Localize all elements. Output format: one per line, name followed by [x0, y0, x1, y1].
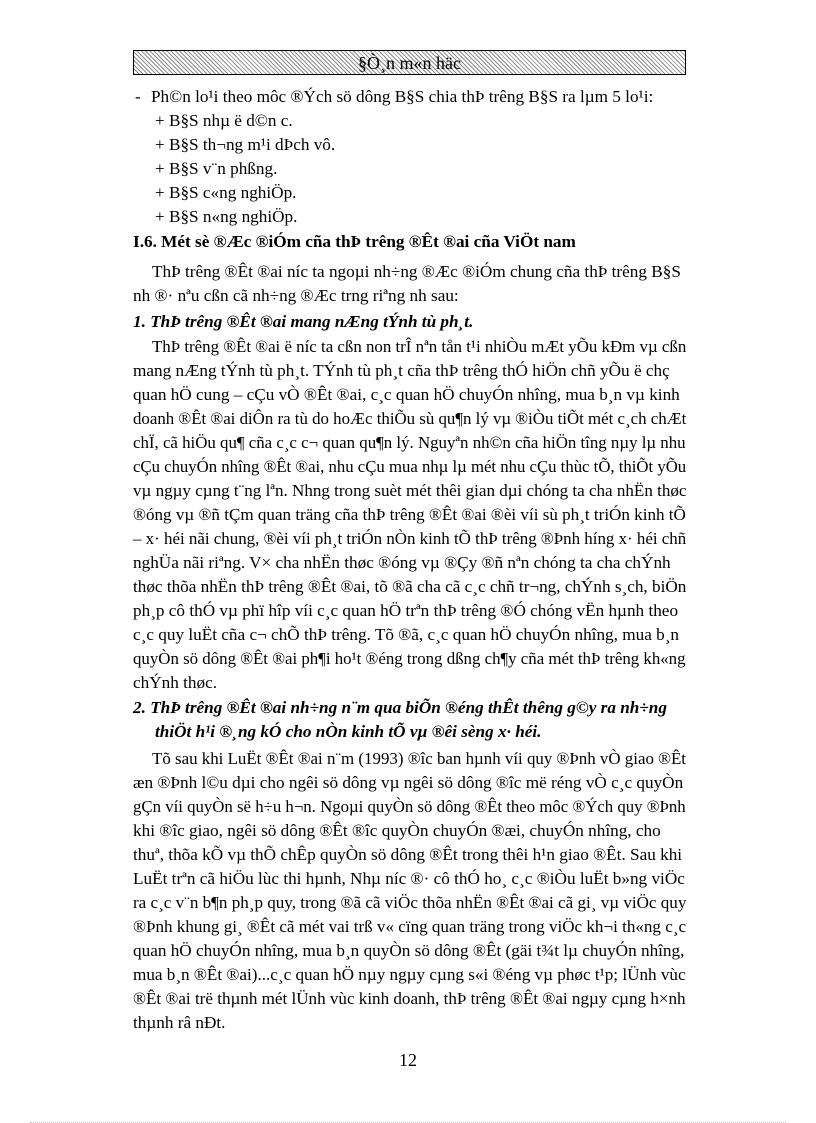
paragraph-line: quan hÖ cung – cÇu vÒ ®Êt ®ai, c¸c quan hÖ chuyÓn nhîng, mua b¸n vµ kinh: [133, 385, 680, 404]
page-number: 12: [399, 1050, 417, 1070]
paragraph-line: doanh ®Êt ®ai diÔn ra tù do hoÆc thiÕu sù qu¶n lý vµ ®iÒu tiÕt mét c¸ch chÆt: [133, 409, 687, 428]
list-item: + B§S n«ng nghiÖp.: [155, 207, 298, 226]
paragraph-line: thµnh râ nÐt.: [133, 1013, 226, 1032]
header-title: §Ò¸n m«n häc: [358, 53, 461, 73]
subsection-heading: thiÖt h¹i ®¸ng kÓ cho nÒn kinh tÕ vµ ®êi sèng x· héi.: [155, 722, 542, 741]
list-bullet: -: [135, 87, 141, 106]
list-item: + B§S th¬ng m¹i dÞch vô.: [155, 135, 336, 154]
paragraph-line: ThÞ trêng ®Êt ®ai níc ta ngoµi nh÷ng ®Æc ®iÓm chung cña thÞ trêng B§S: [152, 262, 681, 281]
paragraph-line: vµ ngµy cµng t¨ng lªn. Nhng trong suèt mét thêi gian dµi chóng ta cha nhËn thøc: [133, 481, 687, 500]
paragraph-line: – x· héi nãi chung, ®èi víi ph¸t triÓn nÒn kinh tÕ thÞ trêng ®Þnh híng x· héi chñ: [133, 529, 687, 548]
paragraph-line: nghÜa nãi riªng. V× cha nhËn thøc ®óng vµ ®Çy ®ñ nªn chóng ta cha chÝnh: [133, 553, 671, 572]
paragraph-line: thuª, thõa kÕ vµ thÕ chÊp quyÒn sö dông ®Êt trong thêi h¹n giao ®Êt. Sau khi: [133, 845, 683, 864]
list-item: + B§S nhµ ë d©n c.: [155, 111, 293, 130]
section-heading: I.6. Mét sè ®Æc ®iÓm cña thÞ trêng ®Êt ®ai cña ViÖt nam: [133, 232, 576, 251]
subsection-heading: 1. ThÞ trêng ®Êt ®ai mang nÆng tÝnh tù ph¸t.: [133, 312, 474, 331]
list-intro: Ph©n lo¹i theo môc ®Ých sö dông B§S chia thÞ trêng B§S ra lµm 5 lo¹i:: [151, 87, 654, 106]
paragraph-line: quyÒn sö dông ®Êt ®ai ph¶i ho¹t ®éng trong dßng ch¶y cña mét thÞ trêng kh«ng: [133, 649, 686, 668]
paragraph-line: æn ®Þnh l©u dµi cho ngêi sö dông vµ ngêi sö dông ®îc më réng vÒ c¸c quyÒn: [133, 773, 684, 792]
paragraph-line: nh ®· nªu cßn cã nh÷ng ®Æc trng riªng nh sau:: [133, 286, 459, 305]
list-item: + B§S c«ng nghiÖp.: [155, 183, 297, 202]
paragraph-line: Tõ sau khi LuËt ®Êt ®ai n¨m (1993) ®îc ban hµnh víi quy ®Þnh vÒ giao ®Êt: [152, 749, 687, 768]
paragraph-line: ®Êt ®ai trë thµnh mét lÜnh vùc kinh doanh, thÞ trêng ®Êt ®ai ngµy cµng h×nh: [133, 989, 686, 1008]
paragraph-line: mang nÆng tÝnh tù ph¸t. TÝnh tù ph¸t cña thÞ trêng thÓ hiÖn chñ yÕu ë chç: [133, 361, 670, 380]
paragraph-line: chÝnh thøc.: [133, 673, 218, 692]
paragraph-line: ®óng vµ ®ñ tÇm quan träng cña thÞ trêng ®Êt ®ai ®èi víi sù ph¸t triÓn kinh tÕ: [133, 505, 686, 524]
page-header: [133, 50, 686, 75]
paragraph-line: LuËt trªn cã hiÖu lùc thi hµnh, Nhµ níc ®· cô thÓ ho¸ c¸c ®iÒu luËt b»ng viÖc: [133, 869, 685, 888]
paragraph-line: mua b¸n ®Êt ®ai)...c¸c quan hÖ nµy ngµy cµng s«i ®éng vµ phøc t¹p; lÜnh vùc: [133, 965, 686, 984]
subsection-heading: 2. ThÞ trêng ®Êt ®ai nh÷ng n¨m qua biÕn ®éng thÊt thêng g©y ra nh÷ng: [133, 698, 667, 717]
paragraph-line: ®Þnh khung gi¸ ®Êt cã mét vai trß v« cïng quan träng trong viÖc kh¬i th«ng c¸c: [133, 917, 687, 936]
paragraph-line: gÇn víi quyÒn së h÷u h¬n. Ngoµi quyÒn sö dông ®Êt theo môc ®Ých quy ®Þnh: [133, 797, 686, 816]
paragraph-line: cÇu chuyÓn nhîng ®Êt ®ai, nhu cÇu mua nhµ lµ mét nhu cÇu thùc tÕ, thiÕt yÕu: [133, 457, 687, 476]
paragraph-line: ph¸p cô thÓ vµ phï hîp víi c¸c quan hÖ trªn thÞ trêng ®Ó chóng vËn hµnh theo: [133, 601, 679, 620]
paragraph-line: chÏ, cã hiÖu qu¶ cña c¸c c¬ quan qu¶n lý. Nguyªn nh©n cña hiÖn tîng nµy lµ nhu: [133, 433, 686, 452]
paragraph-line: ThÞ trêng ®Êt ®ai ë níc ta cßn non trÎ nªn tån t¹i nhiÒu mÆt yÕu kÐm vµ cßn: [152, 337, 687, 356]
paragraph-line: quan hÖ chuyÓn nhîng, mua b¸n quyÒn sö dông ®Êt (gäi t¾t lµ chuyÓn nhîng,: [133, 941, 685, 960]
paragraph-line: khi ®îc giao, ngêi sö dông ®Êt ®îc quyÒn chuyÓn ®æi, chuyÓn nhîng, cho: [133, 821, 661, 840]
paragraph-line: thøc thõa nhËn thÞ trêng ®Êt ®ai, tõ ®ã cha cã c¸c chñ tr¬ng, chÝnh s¸ch, biÖn: [133, 577, 687, 596]
paragraph-line: c¸c quy luËt cña c¬ chÕ thÞ trêng. Tõ ®ã, c¸c quan hÖ chuyÓn nhîng, mua b¸n: [133, 625, 680, 644]
list-item: + B§S v¨n phßng.: [155, 159, 278, 178]
paragraph-line: ra c¸c v¨n b¶n ph¸p quy, trong ®ã cã viÖc thõa nhËn ®Êt ®ai cã gi¸ vµ viÖc quy: [133, 893, 687, 912]
